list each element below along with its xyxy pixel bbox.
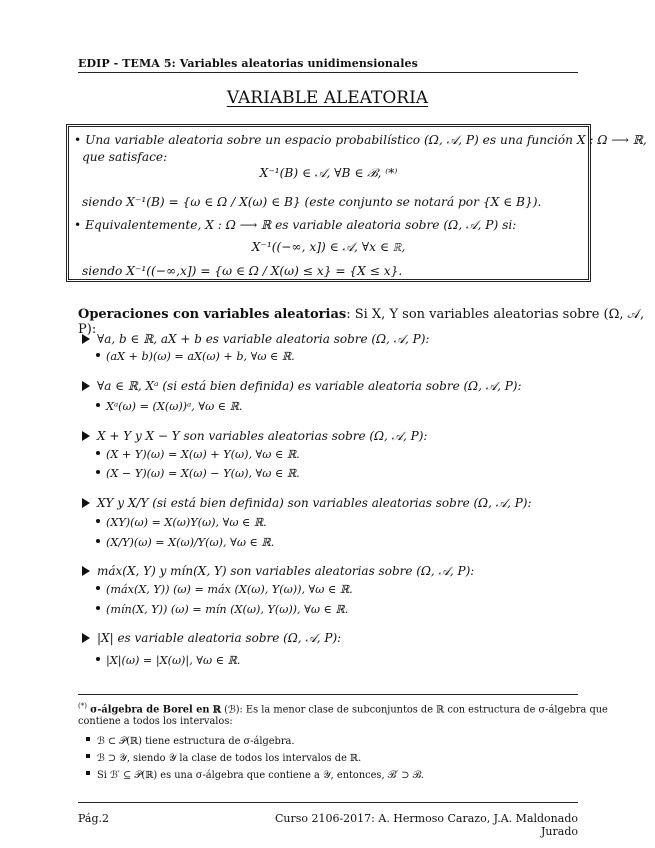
definition-line2: que satisface: <box>82 150 168 164</box>
dot-bullet-icon <box>96 539 100 543</box>
operation-item-5-text: máx(X, Y) y mín(X, Y) son variables aleatorias sobre (Ω, 𝒜, P): <box>97 564 475 578</box>
operation-sub-6-1 <box>96 654 240 667</box>
dot-bullet-icon <box>96 451 100 455</box>
definition-formula1: X⁻¹(B) ∈ 𝒜, ∀B ∈ ℬ, ⁽*⁾ <box>259 166 398 180</box>
square-bullet-icon <box>86 754 90 758</box>
footnote-item-2-text: ℬ ⊃ 𝒴, siendo 𝒴 la clase de todos los intervalos de ℝ. <box>97 753 362 764</box>
operation-sub-4-1 <box>96 516 267 529</box>
operation-sub-6-1-text: |X|(ω) = |X(ω)|, ∀ω ∈ ℝ. <box>106 654 241 667</box>
page-title <box>0 88 655 108</box>
course-info: Curso 2106-2017: A. Hermoso Carazo, J.A. Maldonado Jurado <box>274 812 578 838</box>
operation-item-2-text: ∀a ∈ ℝ, Xᵃ (si está bien definida) es variable aleatoria sobre (Ω, 𝒜, P): <box>97 379 522 393</box>
footnote-item-3-text: Si ℬ′ ⊆ 𝒫(ℝ) es una σ-álgebra que contiene a 𝒴, entonces, ℬ′ ⊃ ℬ. <box>97 770 424 781</box>
dot-bullet-icon <box>96 519 100 523</box>
triangle-bullet-icon <box>82 334 90 344</box>
dot-bullet-icon <box>96 353 100 357</box>
dot-bullet-icon <box>96 470 100 474</box>
triangle-bullet-icon <box>82 498 90 508</box>
definition-line5: siendo X⁻¹((−∞,x]) = {ω ∈ Ω / X(ω) ≤ x} = {X ≤ x}. <box>82 264 403 278</box>
operation-sub-5-1 <box>96 583 353 596</box>
operation-sub-3-1-text: (X + Y)(ω) = X(ω) + Y(ω), ∀ω ∈ ℝ. <box>106 448 300 461</box>
page-header: EDIP - TEMA 5: Variables aleatorias unidimensionales <box>78 57 418 70</box>
triangle-bullet-icon <box>82 381 90 391</box>
footnote-mark: (*) <box>78 702 87 710</box>
operation-sub-4-1-text: (XY)(ω) = X(ω)Y(ω), ∀ω ∈ ℝ. <box>106 516 267 529</box>
operation-sub-3-2 <box>96 467 300 480</box>
operation-item-1 <box>82 332 429 347</box>
footnote-line2: contiene a todos los intervalos: <box>78 716 233 727</box>
triangle-bullet-icon <box>82 566 90 576</box>
dot-bullet-icon <box>96 586 100 590</box>
operation-sub-1-1 <box>96 350 295 363</box>
dot-bullet-icon <box>96 657 100 661</box>
triangle-bullet-icon <box>82 431 90 441</box>
footnote-item-2 <box>86 753 361 764</box>
operation-item-2 <box>82 379 522 394</box>
footnote-item-1 <box>86 736 294 747</box>
operation-sub-1-1-text: (aX + b)(ω) = aX(ω) + b, ∀ω ∈ ℝ. <box>106 350 295 363</box>
operation-sub-5-1-text: (máx(X, Y)) (ω) = máx (X(ω), Y(ω)), ∀ω ∈ ℝ. <box>106 583 353 596</box>
footnote-item-3 <box>86 770 424 781</box>
page-title-text: VARIABLE ALEATORIA <box>226 88 429 108</box>
definition-line3: siendo X⁻¹(B) = {ω ∈ Ω / X(ω) ∈ B} (este conjunto se notará por {X ∈ B}). <box>82 195 542 209</box>
operation-sub-3-1 <box>96 448 300 461</box>
operation-sub-4-2 <box>96 536 274 549</box>
operation-item-4 <box>82 496 532 511</box>
operation-sub-2-1 <box>96 400 242 413</box>
definition-line4: • Equivalentemente, X : Ω ⟶ ℝ es variable aleatoria sobre (Ω, 𝒜, P) si: <box>74 218 517 232</box>
operation-item-4-text: XY y X/Y (si está bien definida) son variables aleatorias sobre (Ω, 𝒜, P): <box>97 496 532 510</box>
definition-line1: • Una variable aleatoria sobre un espacio probabilístico (Ω, 𝒜, P) es una función X : Ω ⟶ ℝ, <box>74 133 647 147</box>
operation-sub-4-2-text: (X/Y)(ω) = X(ω)/Y(ω), ∀ω ∈ ℝ. <box>106 536 275 549</box>
page-number: Pág.2 <box>78 812 110 825</box>
footnote-rule <box>78 694 578 695</box>
operations-intro: : Si X, Y son variables aleatorias sobre (Ω, 𝒜, P): <box>78 307 645 337</box>
operation-sub-3-2-text: (X − Y)(ω) = X(ω) − Y(ω), ∀ω ∈ ℝ. <box>106 467 300 480</box>
operation-item-6 <box>82 631 341 646</box>
square-bullet-icon <box>86 737 90 741</box>
footnote-bold: σ-álgebra de Borel en ℝ <box>90 704 222 716</box>
operation-item-6-text: |X| es variable aleatoria sobre (Ω, 𝒜, P): <box>97 631 342 645</box>
operation-sub-5-2-text: (mín(X, Y)) (ω) = mín (X(ω), Y(ω)), ∀ω ∈ ℝ. <box>106 603 349 616</box>
footer-rule <box>78 802 578 803</box>
footnote-line1 <box>78 702 608 716</box>
operation-item-3 <box>82 429 427 444</box>
square-bullet-icon <box>86 771 90 775</box>
definition-formula2: X⁻¹((−∞, x]) ∈ 𝒜, ∀x ∈ ℝ, <box>251 240 406 254</box>
operation-sub-2-1-text: Xᵃ(ω) = (X(ω))ᵃ, ∀ω ∈ ℝ. <box>106 400 243 413</box>
footnote-text1: (ℬ): Es la menor clase de subconjuntos de ℝ con estructura de σ-álgebra que <box>221 704 608 716</box>
operation-item-5 <box>82 564 474 579</box>
operation-item-3-text: X + Y y X − Y son variables aleatorias sobre (Ω, 𝒜, P): <box>97 429 428 443</box>
header-rule <box>78 72 578 73</box>
dot-bullet-icon <box>96 403 100 407</box>
dot-bullet-icon <box>96 606 100 610</box>
operation-item-1-text: ∀a, b ∈ ℝ, aX + b es variable aleatoria sobre (Ω, 𝒜, P): <box>97 332 430 346</box>
operation-sub-5-2 <box>96 603 348 616</box>
triangle-bullet-icon <box>82 633 90 643</box>
footnote-item-1-text: ℬ ⊂ 𝒫(ℝ) tiene estructura de σ-álgebra. <box>97 736 295 747</box>
operations-heading-bold: Operaciones con variables aleatorias <box>78 307 347 322</box>
